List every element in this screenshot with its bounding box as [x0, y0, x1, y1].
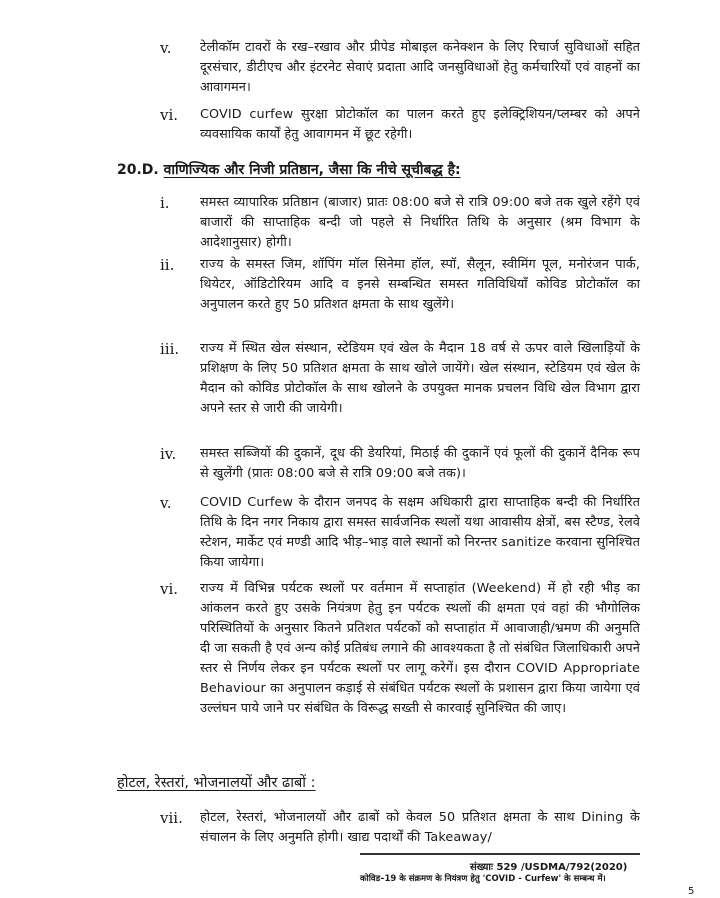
footer-reference: संख्याः 529 /USDMA/792(2020) — [470, 862, 628, 873]
item-number: vi. — [160, 580, 179, 598]
page-number: 5 — [688, 886, 695, 897]
item-number: i. — [160, 194, 170, 212]
item-text: टेलीकॉम टावरों के रख–रखाव और प्रीपेड मोबाइल कनेक्शन के लिए रिचार्ज सुविधाओं सहित दूरसंचार, डीटीएच और इंटरनेट सेवाएं प्रदाता आदि जनसुविधाओं हेतु कर्मचारियों एवं वाहनों का आवागमन। — [200, 40, 640, 95]
footer-subject: कोविड–19 के संक्रमण के नियंत्रण हेतु 'COVID - Curfew' के सम्बन्ध में। — [360, 874, 606, 884]
item-text: होटल, रेस्तरां, भोजनालयों और ढाबों को केवल 50 प्रतिशत क्षमता के साथ Dining के संचालन के लिए अनुमति होगी। खाद्य पदार्थों की Takeaway/ — [200, 810, 640, 845]
item-number: vi. — [160, 106, 179, 124]
item-number: v. — [160, 494, 172, 512]
section-heading-20d — [117, 160, 677, 180]
footer-divider — [360, 853, 640, 855]
item-text: समस्त सब्जियों की दुकानें, दूध की डेयरियां, मिठाई की दुकानें एवं फूलों की दुकानें दैनिक रूप से खुलेंगी (प्रातः 08:00 बजे से रात्रि 09:00 बजे तक)। — [200, 446, 640, 481]
item-number: ii. — [160, 256, 175, 274]
item-number: v. — [160, 39, 172, 57]
item-number: vii. — [160, 809, 183, 827]
item-text: COVID curfew सुरक्षा प्रोटोकॉल का पालन करते हुए इलेक्ट्रिशियन/प्लम्बर को अपने व्यवसायिक कार्यों हेतु आवागमन में छूट रहेगी। — [200, 107, 640, 142]
section-title: होटल, रेस्तरां, भोजनालयों और ढाबों : — [117, 775, 316, 791]
section-number: 20.D. — [117, 162, 159, 178]
item-text: राज्य में विभिन्न पर्यटक स्थलों पर वर्तमान में सप्ताहांत (Weekend) में हो रही भीड़ का आंकलन करते हुए उसके नियंत्रण हेतु इन पर्यटक स्थलों की क्षमता एवं वहां की भौगोलिक परिस्थितियों के अनुसार कितने प्रतिशत पर्यटकों को सप्ताहांत में आवाजाही/भ्रमण की अनुमति दी जा सकती है एवं अन्य कोई प्रतिबंध लगाने की आवश्यकता है तो संबंधित जिलाधिकारी अपने स्तर से निर्णय लेकर इन पर्यटक स्थलों पर लागू करेगें। इस दौरान COVID Appropriate Behaviour का अनुपालन कड़ाई से संबंधित पर्यटक स्थलों के प्रशासन द्वारा किया जायेगा एवं उल्लंघन पाये जाने पर संबंधित के विरूद्ध सख्ती से कारवाई सुनिश्चित की जाए। — [200, 581, 640, 716]
item-text: राज्य में स्थित खेल संस्थान, स्टेडियम एवं खेल के मैदान 18 वर्ष से ऊपर वाले खिलाड़ियों के प्रशिक्षण के लिए 50 प्रतिशत क्षमता के साथ खोले जायेंगे। खेल संस्थान, स्टेडियम एवं खेल के मैदान को कोविड प्रोटोकॉल के साथ खोलने के उपयुक्त मानक प्रचलन विधि खेल विभाग द्वारा अपने स्तर से जारी की जायेगी। — [200, 341, 640, 416]
item-text: राज्य के समस्त जिम, शॉपिंग मॉल सिनेमा हॉल, स्पॉ, सैलून, स्वीमिंग पूल, मनोरंजन पार्क, थियेटर, ऑडिटोरियम आदि व इनसे सम्बन्धित समस्त गतिविधियाँ कोविड प्रोटोकॉल का अनुपालन करते हुए 50 प्रतिशत क्षमता के साथ खुलेंगे। — [200, 257, 640, 312]
section-title: वाणिज्यिक और निजी प्रतिष्ठान, जैसा कि नीचे सूचीबद्ध है: — [163, 162, 461, 178]
item-number: iv. — [160, 445, 177, 463]
section-heading-hotel — [117, 773, 677, 793]
item-number: iii. — [160, 340, 180, 358]
item-text: COVID Curfew के दौरान जनपद के सक्षम अधिकारी द्वारा साप्ताहिक बन्दी की निर्धारित तिथि के दिन नगर निकाय द्वारा समस्त सार्वजनिक स्थलों यथा आवासीय क्षेत्रों, बस स्टैण्ड, रेलवे स्टेशन, मार्केट एवं मण्डी आदि भीड़–भाड़ वाले स्थानों को निरन्तर sanitize करवाना सुनिश्चित किया जायेगा। — [200, 495, 640, 570]
item-text: समस्त व्यापारिक प्रतिष्ठान (बाजार) प्रातः 08:00 बजे से रात्रि 09:00 बजे तक खुले रहेंगे एवं बाजारों की साप्ताहिक बन्दी जो पहले से निर्धारित तिथि के अनुसार (श्रम विभाग के आदेशानुसार) होगी। — [200, 195, 640, 250]
